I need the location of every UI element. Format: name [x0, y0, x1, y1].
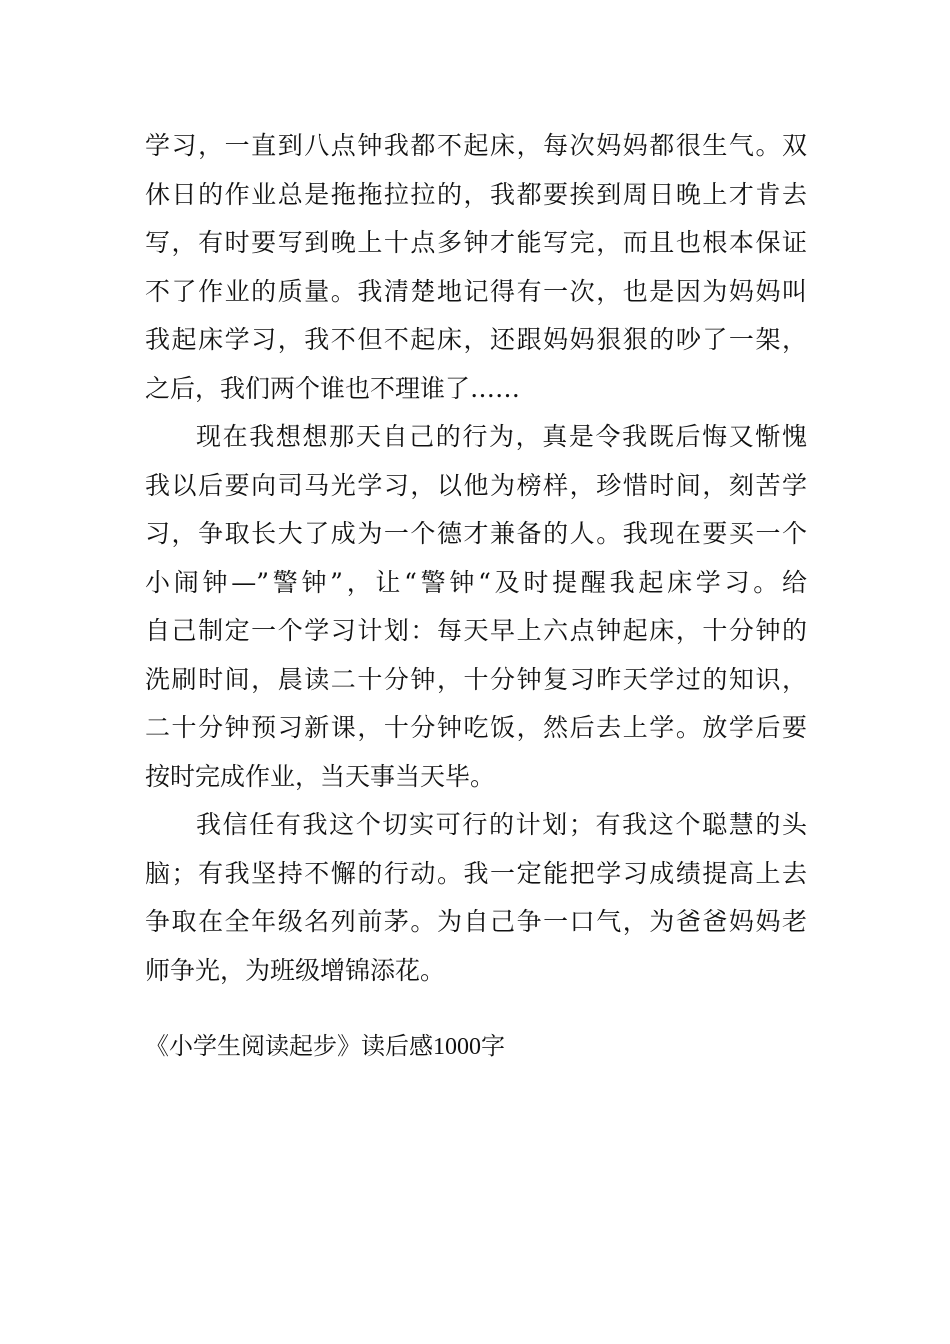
text-line: 按时完成作业，当天事当天毕。 [145, 761, 496, 791]
text-line: 习，争取长大了成为一个德才兼备的人。我现在要买一个 [145, 519, 807, 548]
text-line: 脑；有我坚持不懈的行动。我一定能把学习成绩提高上去 [145, 858, 807, 888]
text-line: 二十分钟预习新课，十分钟吃饭，然后去上学。放学后要 [145, 713, 807, 742]
text-line: 现在我想想那天自己的行为，真是令我既后悔又惭愧 [196, 422, 807, 451]
text-line: 自己制定一个学习计划：每天早上六点钟起床，十分钟的 [145, 616, 807, 645]
body-text [145, 122, 807, 995]
text-line: 休日的作业总是拖拖拉拉的，我都要挨到周日晚上才肯去 [145, 179, 807, 209]
paragraph-2 [145, 413, 807, 801]
text-line: 洗刷时间，晨读二十分钟，十分钟复习昨天学过的知识， [145, 664, 807, 694]
text-line: 之后，我们两个谁也不理谁了…… [145, 373, 521, 403]
paragraph-1 [145, 122, 807, 413]
text-line: 不了作业的质量。我清楚地记得有一次，也是因为妈妈叫 [145, 276, 807, 306]
text-line: 我信任有我这个切实可行的计划；有我这个聪慧的头 [196, 810, 807, 839]
text-line: 争取在全年级名列前茅。为自己争一口气，为爸爸妈妈老 [145, 907, 807, 936]
text-line: 写，有时要写到晚上十点多钟才能写完，而且也根本保证 [145, 228, 807, 257]
paragraph-3 [145, 801, 807, 995]
text-line: 我以后要向司马光学习，以他为榜样，珍惜时间，刻苦学 [145, 470, 807, 500]
text-line: 师争光，为班级增锦添花。 [145, 955, 446, 985]
text-line: 我起床学习，我不但不起床，还跟妈妈狠狠的吵了一架， [145, 325, 807, 354]
related-article-title: 《小学生阅读起步》读后感1000字 [145, 1034, 505, 1060]
text-line: 学习，一直到八点钟我都不起床，每次妈妈都很生气。双 [145, 131, 807, 160]
text-line: 小闹钟—”警钟”，让“警钟“及时提醒我起床学习。给 [145, 567, 807, 597]
